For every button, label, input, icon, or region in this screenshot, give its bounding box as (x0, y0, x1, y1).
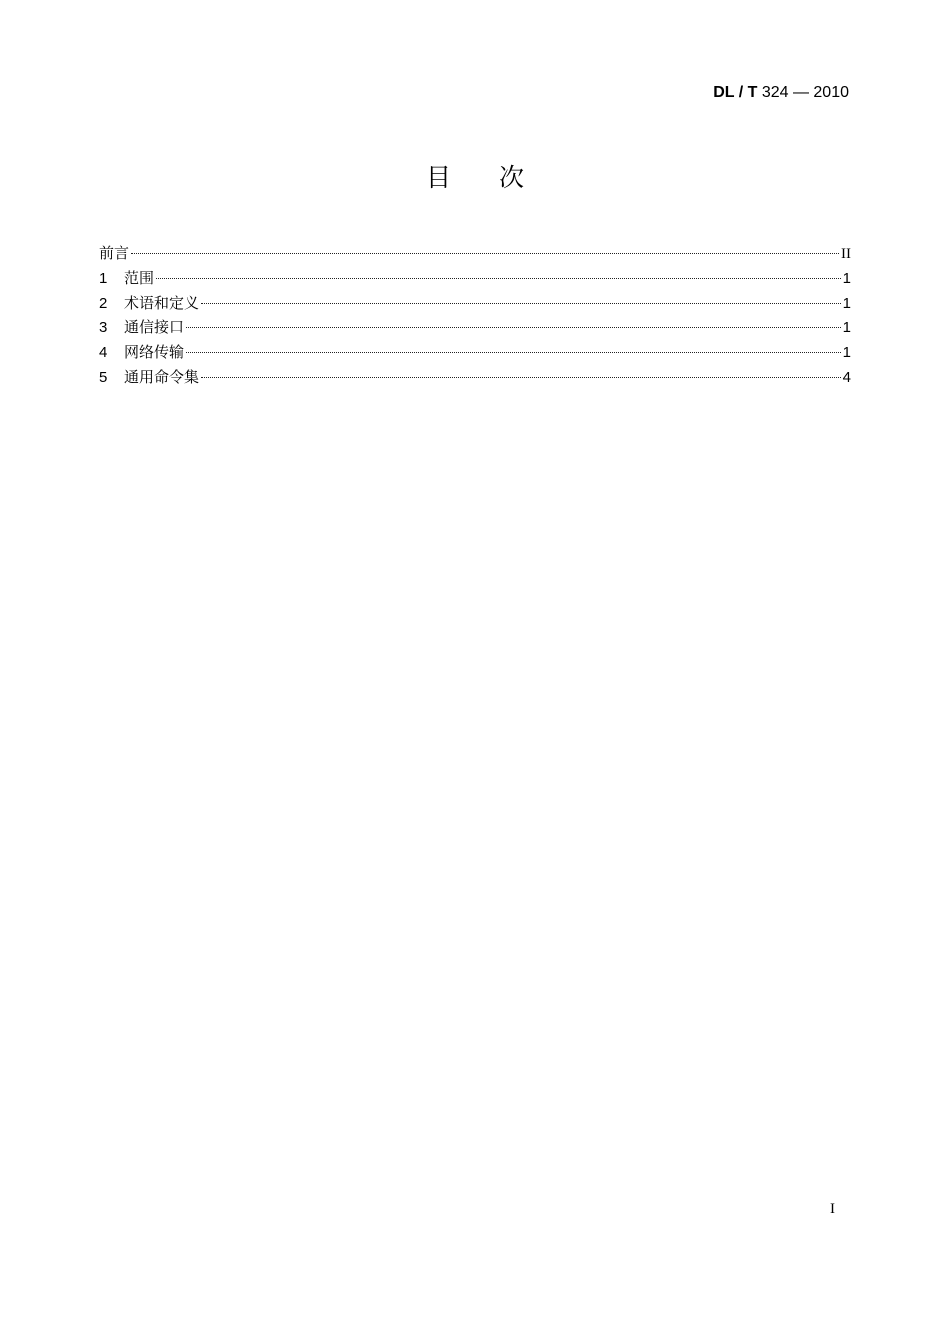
toc-entry-interface[interactable] (99, 315, 851, 340)
toc-entry-label: 范围 (124, 268, 155, 287)
toc-entry-network[interactable] (99, 340, 851, 365)
toc-entry-label: 网络传输 (124, 343, 185, 362)
toc-entry-scope[interactable] (99, 266, 851, 291)
toc-entry-page: 1 (842, 294, 851, 312)
toc-entry-page: II (841, 246, 851, 262)
standard-number (713, 82, 849, 104)
toc-entry-terms[interactable] (99, 291, 851, 316)
toc-entry-number: 5 (99, 368, 108, 386)
toc-entry-page: 1 (842, 344, 851, 362)
toc-entry-label: 前言 (99, 244, 130, 262)
toc-dot-leader (156, 278, 841, 279)
toc-entry-number: 4 (99, 344, 108, 362)
table-of-contents (99, 241, 851, 390)
toc-entry-number: 2 (99, 294, 108, 312)
toc-entry-label: 术语和定义 (124, 293, 200, 312)
toc-entry-label: 通用命令集 (124, 367, 200, 386)
toc-entry-preface[interactable] (99, 241, 851, 266)
standard-prefix: DL / T (713, 84, 758, 101)
toc-dot-leader (186, 327, 841, 328)
toc-dot-leader (131, 253, 839, 254)
standard-code: 324 — 2010 (761, 84, 849, 101)
toc-entry-number: 1 (99, 269, 108, 287)
toc-entry-page: 1 (842, 319, 851, 337)
toc-entry-label: 通信接口 (124, 318, 185, 337)
toc-entry-commands[interactable] (99, 365, 851, 390)
toc-dot-leader (201, 377, 841, 378)
toc-dot-leader (186, 352, 841, 353)
page-title: 目次 (425, 163, 572, 192)
toc-dot-leader (201, 303, 841, 304)
page-number: I (830, 1201, 835, 1217)
toc-entry-page: 1 (842, 269, 851, 287)
toc-entry-page: 4 (842, 368, 851, 386)
toc-entry-number: 3 (99, 319, 108, 337)
